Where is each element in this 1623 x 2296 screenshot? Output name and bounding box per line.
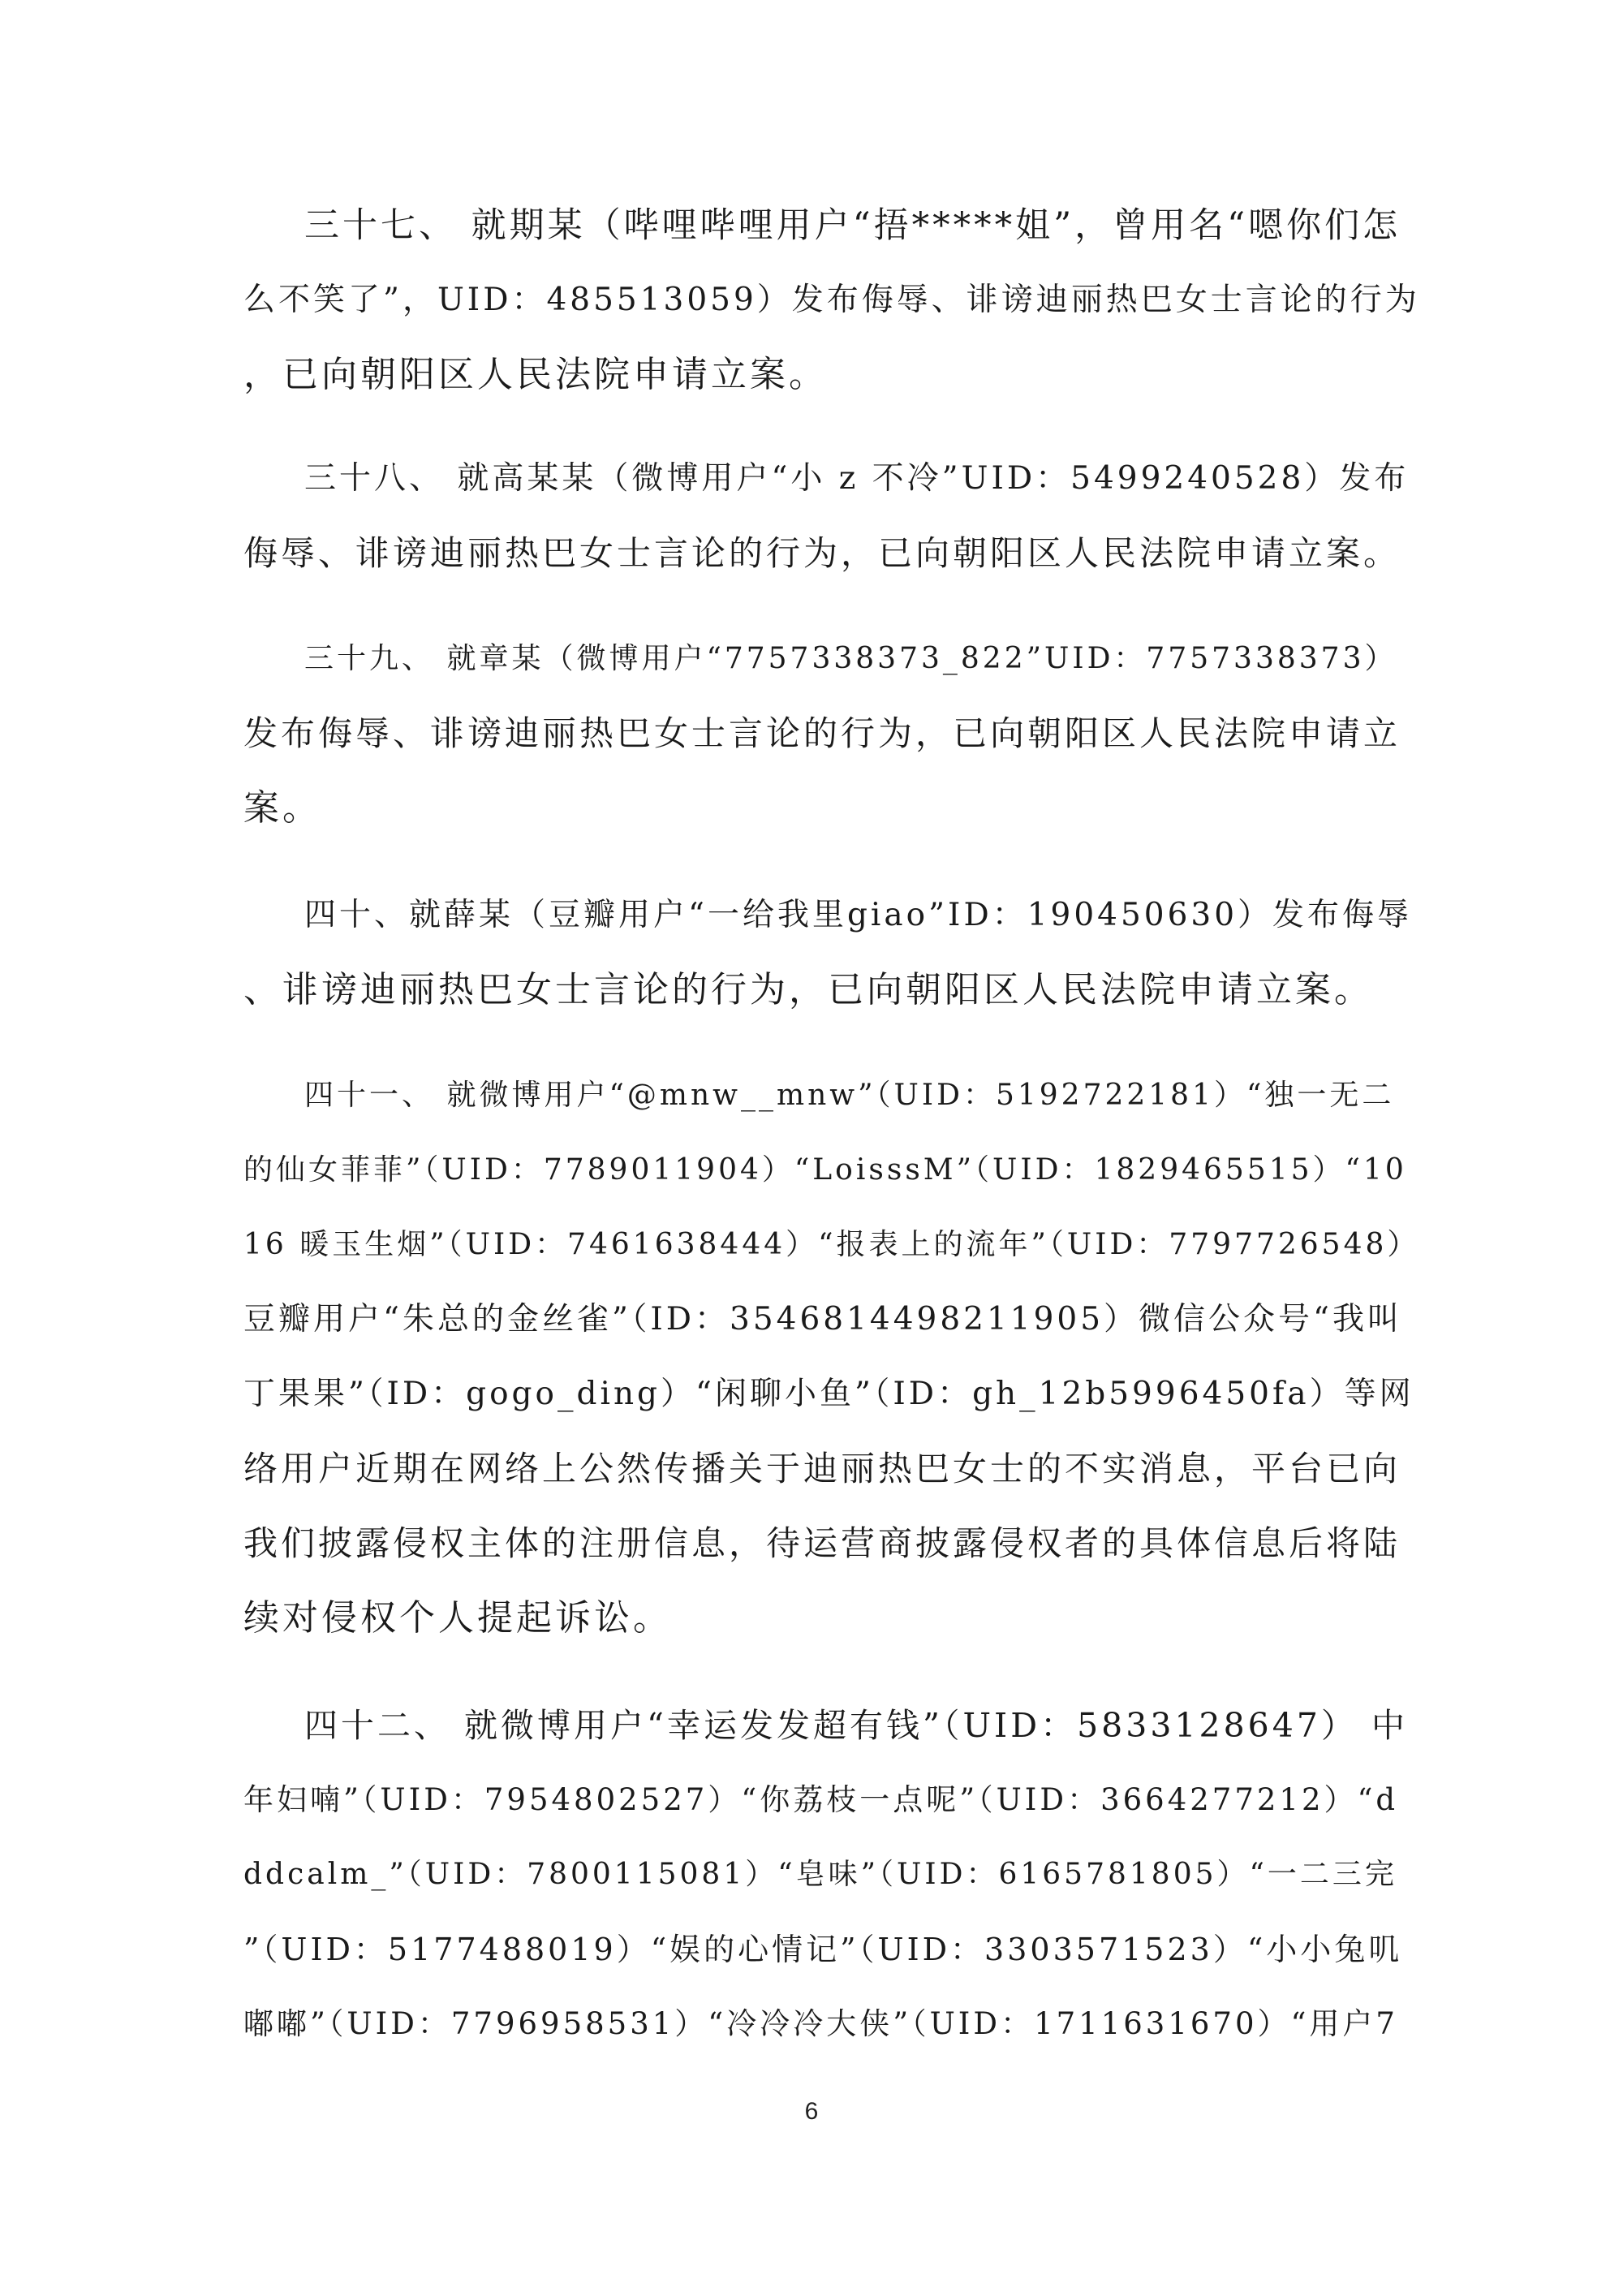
paragraph-42-line-2: 年妇喃”（UID：7954802527）“你荔枝一点呢”（UID：3664277212）“d	[243, 1782, 1399, 1817]
paragraph-39-line-2: 发布侮辱、诽谤迪丽热巴女士言论的行为，已向朝阳区人民法院申请立	[243, 713, 1401, 753]
paragraph-38-line-1: 三十八、 就高某某（微博用户“小 z 不冷”UID：5499240528）发布	[304, 460, 1410, 497]
page-number: 6	[804, 2098, 819, 2125]
paragraph-42-line-5: 嘟嘟”（UID：7796958531）“冷冷冷大侠”（UID：1711631670）“用户7	[243, 2006, 1398, 2041]
paragraph-37-line-3: ，已向朝阳区人民法院申请立案。	[243, 354, 828, 395]
paragraph-42-line-3: ddcalm_”（UID：7800115081）“皂味”（UID：6165781805）“一二三完	[243, 1858, 1397, 1891]
paragraph-41-line-2: 的仙女菲菲”（UID：7789011904）“LoisssM”（UID：1829465515）“10	[243, 1153, 1407, 1187]
paragraph-41-line-8: 续对侵权个人提起诉讼。	[243, 1597, 672, 1639]
paragraph-41-line-3: 16 暖玉生烟”（UID：7461638444）“报表上的流年”（UID：7797726548）	[243, 1228, 1420, 1261]
paragraph-39-line-3: 案。	[243, 787, 321, 829]
paragraph-41-line-4: 豆瓣用户“朱总的金丝雀”（ID：3546814498211905）微信公众号“我叫	[243, 1301, 1402, 1338]
paragraph-40-line-1: 四十、就薛某（豆瓣用户“一给我里giao”ID：190450630）发布侮辱	[304, 897, 1413, 933]
paragraph-37-line-1: 三十七、 就期某（哔哩哔哩用户“捂*****姐”，曾用名“嗯你们怎	[304, 205, 1401, 246]
paragraph-42-line-1: 四十二、 就微博用户“幸运发发超有钱”（UID：5833128647） 中	[304, 1706, 1408, 1745]
paragraph-41-line-1: 四十一、 就微博用户“@mnw__mnw”（UID：5192722181）“独一无二	[304, 1079, 1395, 1112]
paragraph-40-line-2: 、诽谤迪丽热巴女士言论的行为，已向朝阳区人民法院申请立案。	[243, 969, 1373, 1010]
paragraph-41-line-5: 丁果果”（ID：gogo_ding）“闲聊小鱼”（ID：gh_12b5996450fa）等网	[243, 1376, 1414, 1412]
paragraph-41-line-7: 我们披露侵权主体的注册信息，待运营商披露侵权者的具体信息后将陆	[243, 1523, 1401, 1563]
paragraph-37-line-2: 么不笑了”，UID：485513059）发布侮辱、诽谤迪丽热巴女士言论的行为	[243, 282, 1420, 318]
paragraph-42-line-4: ”（UID：5177488019）“娱的心情记”（UID：3303571523）“小小兔叽	[243, 1932, 1403, 1967]
paragraph-41-line-6: 络用户近期在网络上公然传播关于迪丽热巴女士的不实消息，平台已向	[243, 1449, 1401, 1488]
paragraph-39-line-1: 三十九、 就章某（微博用户“7757338373_822”UID：7757338373）	[304, 642, 1397, 675]
paragraph-38-line-2: 侮辱、诽谤迪丽热巴女士言论的行为，已向朝阳区人民法院申请立案。	[243, 533, 1401, 573]
